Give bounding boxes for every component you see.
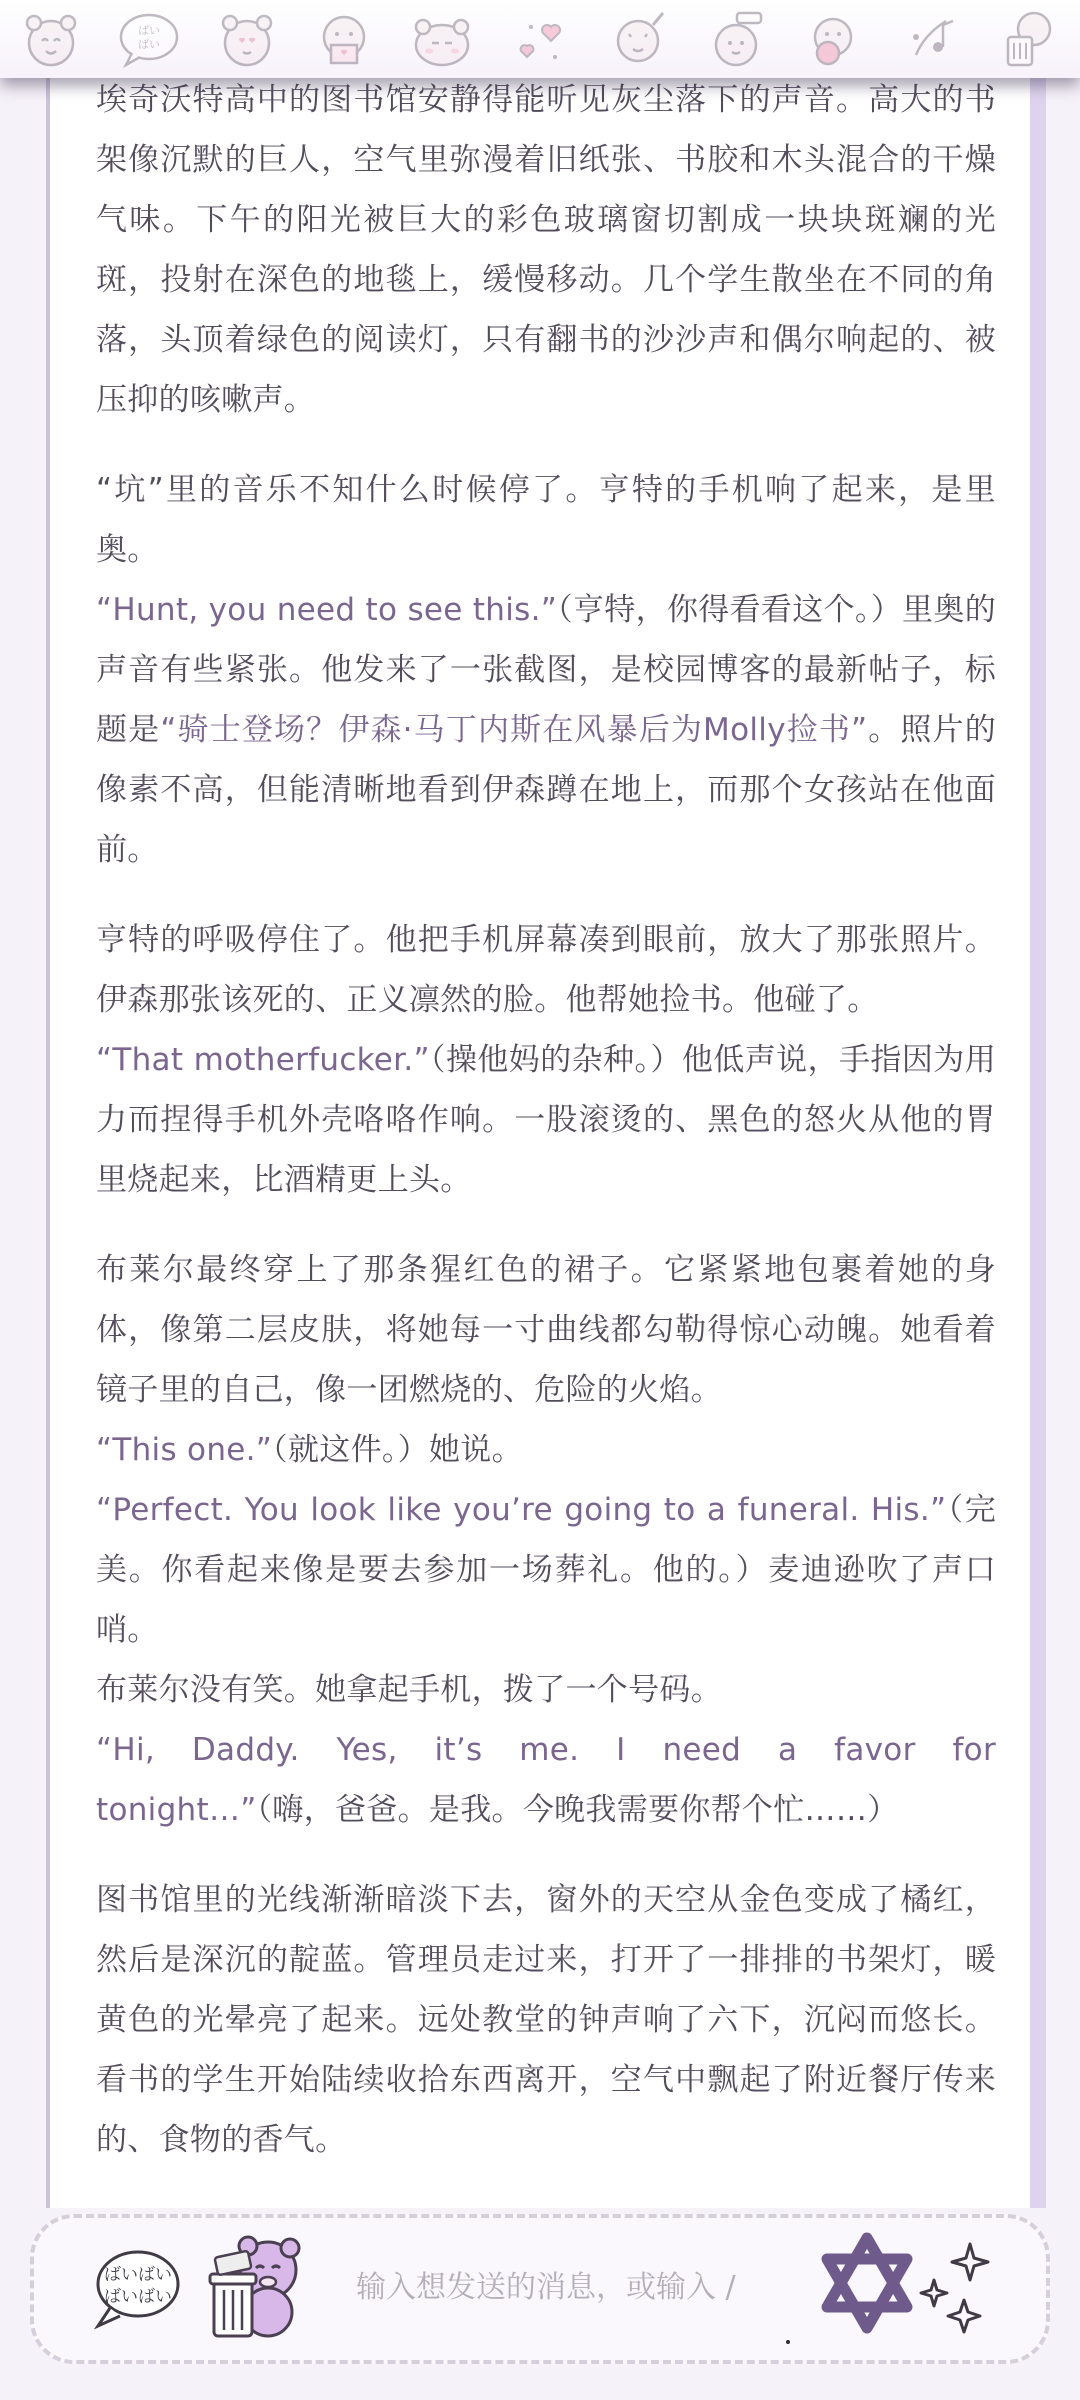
narration-text: 图书馆里的光线渐渐暗淡下去，窗外的天空从金色变成了橘红，然后是深沉的靛蓝。管理员走过来，打开了一排排的书架灯，暖黄色的光晕亮了起来。远处教堂的钟声响了六下，沉闷而悠长。看书的学生开始陆续收拾东西离开，空气中飘起了附近餐厅传来的、食物的香气。 — [96, 1882, 996, 2158]
bear-heart-eyes-icon[interactable] — [210, 6, 284, 72]
narration-text: （就这件。）她说。 — [272, 1432, 523, 1468]
bear-love-letter-icon[interactable] — [307, 6, 381, 72]
narration-text: （亨特，你得看看这个。）里奥的声音有些紧张。他发来了一张截图，是校园博客的最新帖子，标题是 — [96, 592, 996, 748]
story-paragraph — [96, 460, 996, 880]
story-paragraph — [96, 910, 996, 1210]
story-paragraph — [96, 78, 996, 430]
bear-trash-icon[interactable] — [206, 2226, 306, 2344]
svg-text:ばい: ばい — [137, 38, 160, 51]
sparkle-icon[interactable] — [914, 2240, 1002, 2336]
bear-blush-icon[interactable] — [405, 6, 479, 72]
story-text — [96, 78, 996, 2170]
english-quote: “骑士登场？伊森·马丁内斯在风暴后为Molly捡书” — [160, 712, 868, 748]
sticker-bar — [0, 0, 1080, 78]
bear-waving-icon[interactable] — [601, 6, 675, 72]
bear-happy-icon[interactable] — [14, 6, 88, 72]
english-quote: “This one.” — [96, 1432, 273, 1468]
input-bar — [30, 2214, 1050, 2364]
bye-bye-bubble-icon[interactable] — [112, 6, 186, 72]
bear-apple-icon[interactable] — [796, 6, 870, 72]
bear-trash-icon[interactable] — [992, 6, 1066, 72]
english-quote: “Hi, Daddy. Yes, it’s me. I need a favor for tonight…” — [96, 1732, 996, 1828]
music-notes-icon[interactable] — [894, 6, 968, 72]
cursor-dot — [786, 2340, 790, 2344]
bye-bye-bubble-icon[interactable] — [90, 2242, 182, 2334]
svg-text:ばい: ばい — [137, 24, 160, 37]
bye-bye-sticker-label: ばいばい — [104, 2265, 172, 2285]
bye-bye-sticker-label-2: ばいばい — [104, 2287, 172, 2307]
hearts-icon[interactable] — [503, 6, 577, 72]
message-panel — [46, 78, 1034, 2208]
narration-text: （完美。你看起来像是要去参加一场葬礼。他的。）麦迪逊吹了声口哨。 布莱尔没有笑。她拿起手机，拨了一个号码。 — [96, 1492, 996, 1708]
message-input[interactable] — [354, 2256, 818, 2318]
narration-text: 布莱尔最终穿上了那条猩红色的裙子。它紧紧地包裹着她的身体，像第二层皮肤，将她每一寸曲线都勾勒得惊心动魄。她看着镜子里的自己，像一团燃烧的、危险的火焰。 — [96, 1252, 996, 1408]
bear-cheer-icon[interactable] — [699, 6, 773, 72]
star-of-david-icon[interactable] — [812, 2228, 922, 2338]
english-quote: “Hunt, you need to see this.” — [96, 592, 558, 628]
narration-text: “坑”里的音乐不知什么时候停了。亨特的手机响了起来，是里奥。 — [96, 472, 996, 568]
story-paragraph — [96, 1240, 996, 1840]
narration-text: （嗨，爸爸。是我。今晚我需要你帮个忙……） — [256, 1792, 899, 1828]
english-quote: “Perfect. You look like you’re going to a funeral. His.” — [96, 1492, 947, 1528]
narration-text: 埃奇沃特高中的图书馆安静得能听见灰尘落下的声音。高大的书架像沉默的巨人，空气里弥漫着旧纸张、书胶和木头混合的干燥气味。下午的阳光被巨大的彩色玻璃窗切割成一块块斑斓的光斑，投射在深色的地毯上，缓慢移动。几个学生散坐在不同的角落，头顶着绿色的阅读灯，只有翻书的沙沙声和偶尔响起的、被压抑的咳嗽声。 — [96, 82, 996, 418]
narration-text: （操他妈的杂种。）他低声说，手指因为用力而捏得手机外壳咯咯作响。一股滚烫的、黑色的怒火从他的胃里烧起来，比酒精更上头。 — [96, 1042, 996, 1198]
narration-text: 亨特的呼吸停住了。他把手机屏幕凑到眼前，放大了那张照片。伊森那张该死的、正义凛然的脸。他帮她捡书。他碰了。 — [96, 922, 996, 1018]
english-quote: “That motherfucker.” — [96, 1042, 430, 1078]
narration-text: 。照片的像素不高，但能清晰地看到伊森蹲在地上，而那个女孩站在他面前。 — [96, 712, 997, 868]
panel-edge — [1030, 78, 1046, 2208]
story-paragraph — [96, 1870, 996, 2170]
